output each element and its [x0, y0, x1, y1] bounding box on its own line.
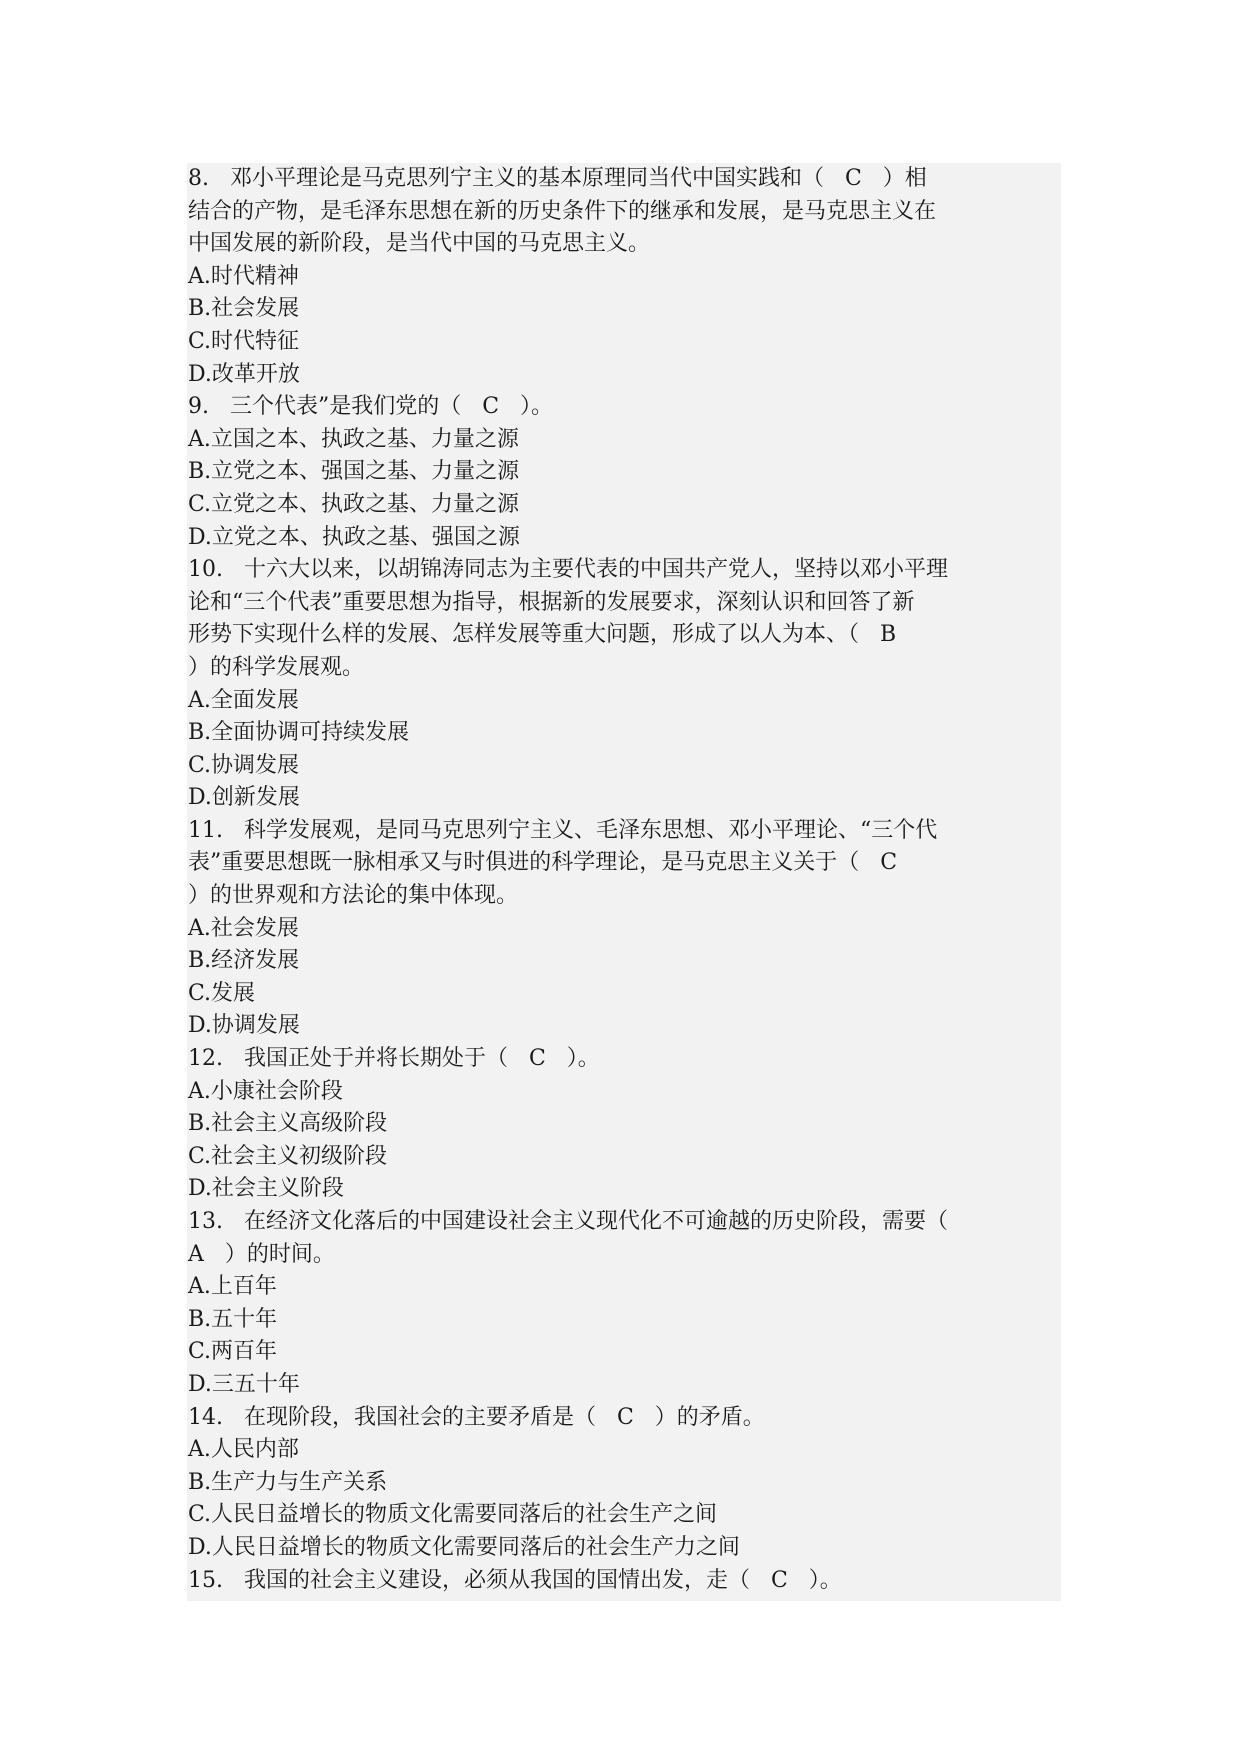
question-9-option-b: B.立党之本、强国之基、力量之源 — [188, 459, 520, 485]
question-11-option-b: B.经济发展 — [188, 948, 300, 974]
question-13-option-b: B.五十年 — [188, 1306, 278, 1332]
question-11-option-d: D.协调发展 — [188, 1013, 300, 1039]
question-13-option-d: D.三五十年 — [188, 1371, 300, 1397]
question-11-stem-line-1: 11. 科学发展观，是同马克思列宁主义、毛泽东思想、邓小平理论、“三个代 — [188, 817, 938, 843]
question-11-option-c: C.发展 — [188, 980, 256, 1006]
question-12-option-c: C.社会主义初级阶段 — [188, 1143, 388, 1169]
question-14-option-d: D.人民日益增长的物质文化需要同落后的社会生产力之间 — [188, 1534, 740, 1560]
question-13-stem-line-1: 13. 在经济文化落后的中国建设社会主义现代化不可逾越的历史阶段，需要（ — [188, 1209, 948, 1234]
question-8-stem-line-3: 中国发展的新阶段，是当代中国的马克思主义。 — [188, 231, 651, 257]
question-8-option-c: C.时代特征 — [188, 328, 300, 354]
question-12-option-a: A.小康社会阶段 — [188, 1078, 343, 1104]
question-12-stem: 12. 我国正处于并将长期处于（ C ）。 — [188, 1046, 600, 1072]
question-9-stem: 9. 三个代表”是我们党的（ C ）。 — [188, 394, 554, 420]
question-14-option-a: A.人民内部 — [188, 1437, 299, 1463]
question-9-option-d: D.立党之本、执政之基、强国之源 — [188, 524, 520, 550]
question-9-option-c: C.立党之本、执政之基、力量之源 — [188, 491, 520, 517]
question-13-option-c: C.两百年 — [188, 1339, 278, 1365]
question-10-option-b: B.全面协调可持续发展 — [188, 720, 410, 746]
question-9-option-a: A.立国之本、执政之基、力量之源 — [188, 426, 519, 452]
document-text-block — [187, 163, 1061, 1601]
question-13-option-a: A.上百年 — [188, 1274, 277, 1300]
question-11-option-a: A.社会发展 — [188, 915, 299, 941]
question-14-option-c: C.人民日益增长的物质文化需要同落后的社会生产之间 — [188, 1502, 718, 1528]
question-8-stem-line-2: 结合的产物，是毛泽东思想在新的历史条件下的继承和发展，是马克思主义在 — [188, 198, 937, 224]
question-15-stem: 15. 我国的社会主义建设，必须从我国的国情出发，走（ C ）。 — [188, 1567, 842, 1593]
question-12-option-b: B.社会主义高级阶段 — [188, 1111, 388, 1137]
question-10-stem-line-3: 形势下实现什么样的发展、怎样发展等重大问题，形成了以人为本、（ B — [188, 622, 897, 648]
question-10-stem-line-2: 论和“三个代表”重要思想为指导，根据新的发展要求，深刻认识和回答了新 — [188, 589, 915, 615]
question-14-stem: 14. 在现阶段，我国社会的主要矛盾是（ C ）的矛盾。 — [188, 1404, 765, 1430]
question-8-option-a: A.时代精神 — [188, 263, 299, 289]
question-10-option-d: D.创新发展 — [188, 785, 300, 811]
question-10-stem-line-4: ）的科学发展观。 — [188, 654, 365, 680]
question-8-option-b: B.社会发展 — [188, 296, 300, 322]
question-12-option-d: D.社会主义阶段 — [188, 1176, 344, 1202]
question-8-stem-line-1: 8. 邓小平理论是马克思列宁主义的基本原理同当代中国实践和（ C ）相 — [188, 166, 927, 191]
question-10-option-c: C.协调发展 — [188, 752, 300, 778]
question-11-stem-line-3: ）的世界观和方法论的集中体现。 — [188, 883, 519, 909]
question-8-option-d: D.改革开放 — [188, 361, 300, 387]
question-11-stem-line-2: 表”重要思想既一脉相承又与时俱进的科学理论，是马克思主义关于（ C — [188, 850, 898, 876]
question-14-option-b: B.生产力与生产关系 — [188, 1469, 388, 1495]
question-10-option-a: A.全面发展 — [188, 687, 299, 713]
question-10-stem-line-1: 10. 十六大以来，以胡锦涛同志为主要代表的中国共产党人，坚持以邓小平理 — [188, 557, 948, 583]
question-13-stem-line-2: A ）的时间。 — [188, 1241, 335, 1267]
